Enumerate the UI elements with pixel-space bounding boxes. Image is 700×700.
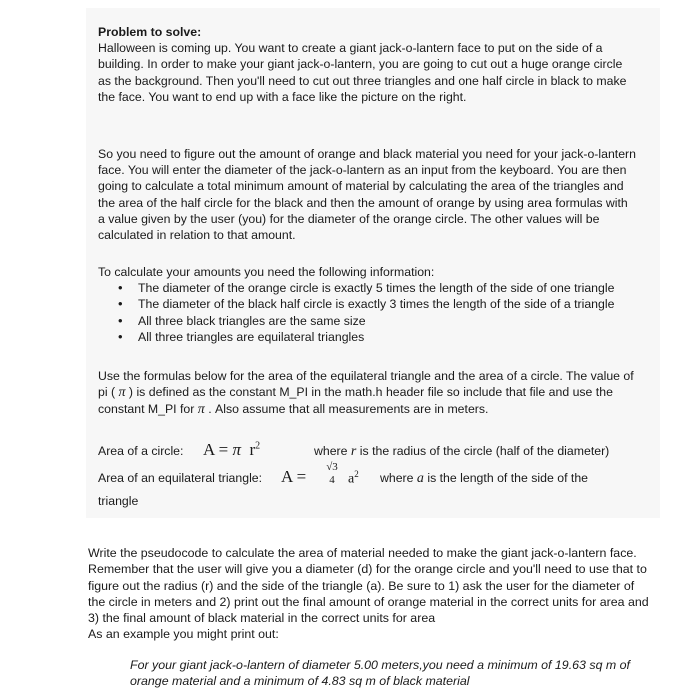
example-output-block bbox=[130, 657, 650, 690]
task-text: So you need to figure out the amount of orange and black material you need for your jack-o-lantern face. You will enter the diameter of the jack-o-lantern as an input from the keyboard. You are then going to calculate a total minimum amount of material by calculating the area of the triangles and the area of the half circle for the black and then the amount of orange by using area formulas with a value given by the user (you) for the diameter of the orange circle. The other values will be calculated in relation to that amount. bbox=[98, 147, 636, 243]
triangle-area-fraction: √3 4 bbox=[326, 461, 338, 486]
info-lead: To calculate your amounts you need the following information: bbox=[98, 265, 435, 279]
formula-intro-text: Use the formulas below for the area of the equilateral triangle and the area of a circle. The value of pi ( π ) is defined as the constant M_PI in the math.h header file so include that file and use the constant M_PI for π . Also assume that all measurements are in meters. bbox=[98, 369, 634, 418]
problem-intro-block bbox=[98, 24, 638, 105]
circle-area-explanation: where r is the radius of the circle (half of the diameter) bbox=[314, 444, 610, 459]
task-block bbox=[98, 146, 638, 243]
triangle-area-lhs: A = bbox=[281, 467, 307, 486]
example-lead: As an example you might print out: bbox=[88, 627, 279, 642]
pi-symbol: π bbox=[197, 402, 205, 418]
info-bullet: • All three triangles are equilateral triangles bbox=[98, 329, 638, 345]
example-output-text: For your giant jack-o-lantern of diameter 5.00 meters,you need a minimum of 19.63 sq m of orange material and a minimum of 4.83 sq m of black material bbox=[130, 658, 630, 689]
triangle-area-explanation: where a is the length of the side of the bbox=[380, 471, 588, 486]
info-block bbox=[98, 264, 638, 345]
info-bullet-list bbox=[98, 280, 638, 345]
assignment-block bbox=[88, 545, 654, 643]
problem-intro-text: Halloween is coming up. You want to create a giant jack-o-lantern face to put on the side of a building. In order to make your giant jack-o-lantern, you are going to cut out a huge orange circle as the background. Then you'll need to cut out three triangles and one half circle in black to make the face. You want to end up with a face like the picture on the right. bbox=[98, 41, 627, 104]
info-bullet: • All three black triangles are the same size bbox=[98, 313, 638, 329]
triangle-area-explanation-continued: triangle bbox=[98, 494, 139, 508]
info-bullet: • The diameter of the black half circle is exactly 3 times the length of the side of a triangle bbox=[98, 296, 638, 312]
pi-symbol: π bbox=[118, 385, 126, 401]
problem-title: Problem to solve: bbox=[98, 25, 202, 39]
info-bullet: • The diameter of the orange circle is exactly 5 times the length of the side of one triangle bbox=[98, 280, 638, 296]
circle-area-equation: A = π $r^2$ bbox=[203, 440, 261, 459]
formula-intro-block bbox=[98, 368, 638, 419]
circle-area-label: Area of a circle: bbox=[98, 444, 184, 458]
triangle-area-label: Area of an equilateral triangle: bbox=[98, 471, 263, 485]
assignment-text: Write the pseudocode to calculate the area of material needed to make the giant jack-o-lantern face. Remember that the user will give you a diameter (d) for the orange circle and you'll need to use that to figure out the radius (r) and the side of the triangle (a). Be sure to 1) ask the user for the diameter of the circle in meters and 2) print out the final amount of orange material in the correct units for area and 3) the final amount of black material in the correct units for area bbox=[88, 546, 649, 626]
triangle-side-squared: $a^2$ bbox=[348, 469, 359, 487]
